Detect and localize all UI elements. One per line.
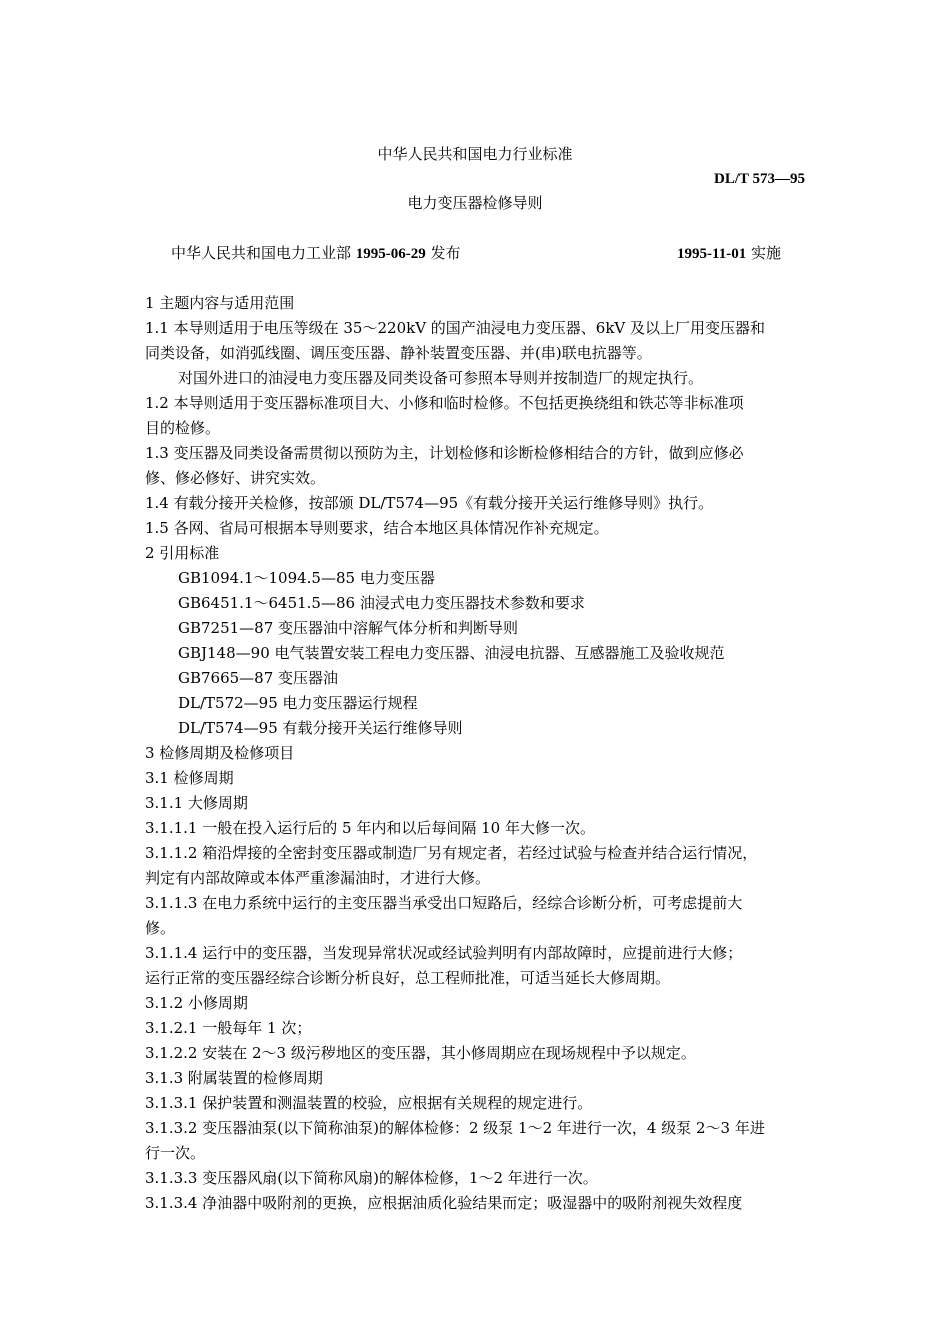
reference-item: DL/T574—95 有载分接开关运行维修导则 [178, 719, 463, 737]
paragraph-line: 1.1 本导则适用于电压等级在 35～220kV 的国产油浸电力变压器、6kV 及以上厂用变压器和 [145, 319, 766, 337]
paragraph-line: 3.1 检修周期 [145, 769, 234, 787]
paragraph-line: 判定有内部故障或本体严重渗漏油时，才进行大修。 [145, 869, 491, 887]
effective-suffix: 实施 [746, 244, 781, 262]
section-2-heading: 2 引用标准 [145, 544, 220, 562]
paragraph-line: 行一次。 [145, 1144, 206, 1162]
reference-item: DL/T572—95 电力变压器运行规程 [178, 694, 418, 712]
section-1-heading: 1 主题内容与适用范围 [145, 294, 295, 312]
paragraph-line: 3.1.3 附属装置的检修周期 [145, 1069, 323, 1087]
publish-info [171, 243, 461, 264]
paragraph-line: 3.1.2.2 安装在 2～3 级污秽地区的变压器，其小修周期应在现场规程中予以规定。 [145, 1044, 696, 1062]
publish-suffix: 发布 [425, 244, 461, 262]
reference-item: GB1094.1～1094.5—85 电力变压器 [178, 569, 435, 587]
paragraph-line: 3.1.3.4 净油器中吸附剂的更换，应根据油质化验结果而定；吸湿器中的吸附剂视失效程度 [145, 1194, 743, 1212]
publish-date: 1995-06-29 [355, 246, 426, 262]
document-title: 电力变压器检修导则 [407, 194, 543, 212]
paragraph-line: 1.3 变压器及同类设备需贯彻以预防为主，计划检修和诊断检修相结合的方针，做到应修必 [145, 444, 744, 462]
paragraph-line: 3.1.1.1 一般在投入运行后的 5 年内和以后每间隔 10 年大修一次。 [145, 819, 595, 837]
issuer-line: 中华人民共和国电力行业标准 [377, 145, 573, 163]
section-3-heading: 3 检修周期及检修项目 [145, 744, 295, 762]
paragraph-line: 3.1.1 大修周期 [145, 794, 248, 812]
paragraph-line: 对国外进口的油浸电力变压器及同类设备可参照本导则并按制造厂的规定执行。 [178, 369, 704, 387]
paragraph-line: 3.1.3.1 保护装置和测温装置的校验，应根据有关规程的规定进行。 [145, 1094, 593, 1112]
paragraph-line: 修。 [145, 919, 176, 937]
paragraph-line: 3.1.1.3 在电力系统中运行的主变压器当承受出口短路后，经综合诊断分析，可考虑提前大 [145, 894, 743, 912]
paragraph-line: 目的检修。 [145, 419, 221, 437]
paragraph-line: 1.4 有载分接开关检修，按部颁 DL/T574—95《有载分接开关运行维修导则》执行。 [145, 494, 714, 512]
paragraph-line: 3.1.2 小修周期 [145, 994, 248, 1012]
reference-item: GB6451.1～6451.5—86 油浸式电力变压器技术参数和要求 [178, 594, 585, 612]
paragraph-line: 1.2 本导则适用于变压器标准项目大、小修和临时检修。不包括更换绕组和铁芯等非标准项 [145, 394, 744, 412]
effective-date: 1995-11-01 [677, 246, 747, 262]
publisher: 中华人民共和国电力工业部 [171, 244, 356, 262]
reference-item: GB7251—87 变压器油中溶解气体分析和判断导则 [178, 619, 519, 637]
paragraph-line: 3.1.2.1 一般每年 1 次； [145, 1019, 312, 1037]
paragraph-line: 3.1.3.3 变压器风扇(以下简称风扇)的解体检修，1～2 年进行一次。 [145, 1169, 598, 1187]
effective-info [677, 243, 781, 264]
reference-item: GBJ148—90 电气装置安装工程电力变压器、油浸电抗器、互感器施工及验收规范 [178, 644, 725, 662]
paragraph-line: 3.1.3.2 变压器油泵(以下简称油泵)的解体检修：2 级泵 1～2 年进行一次，4 级泵 2～3 年进 [145, 1119, 765, 1137]
standard-code: DL/T 573—95 [714, 171, 805, 187]
paragraph-line: 修、修必修好、讲究实效。 [145, 469, 326, 487]
reference-item: GB7665—87 变压器油 [178, 669, 339, 687]
paragraph-line: 1.5 各网、省局可根据本导则要求，结合本地区具体情况作补充规定。 [145, 519, 609, 537]
paragraph-line: 运行正常的变压器经综合诊断分析良好，总工程师批准，可适当延长大修周期。 [145, 969, 671, 987]
paragraph-line: 3.1.1.4 运行中的变压器，当发现异常状况或经试验判明有内部故障时，应提前进行大修； [145, 944, 743, 962]
paragraph-line: 3.1.1.2 箱沿焊接的全密封变压器或制造厂另有规定者，若经过试验与检查并结合运行情况， [145, 844, 758, 862]
paragraph-line: 同类设备，如消弧线圈、调压变压器、静补装置变压器、并(串)联电抗器等。 [145, 344, 652, 362]
